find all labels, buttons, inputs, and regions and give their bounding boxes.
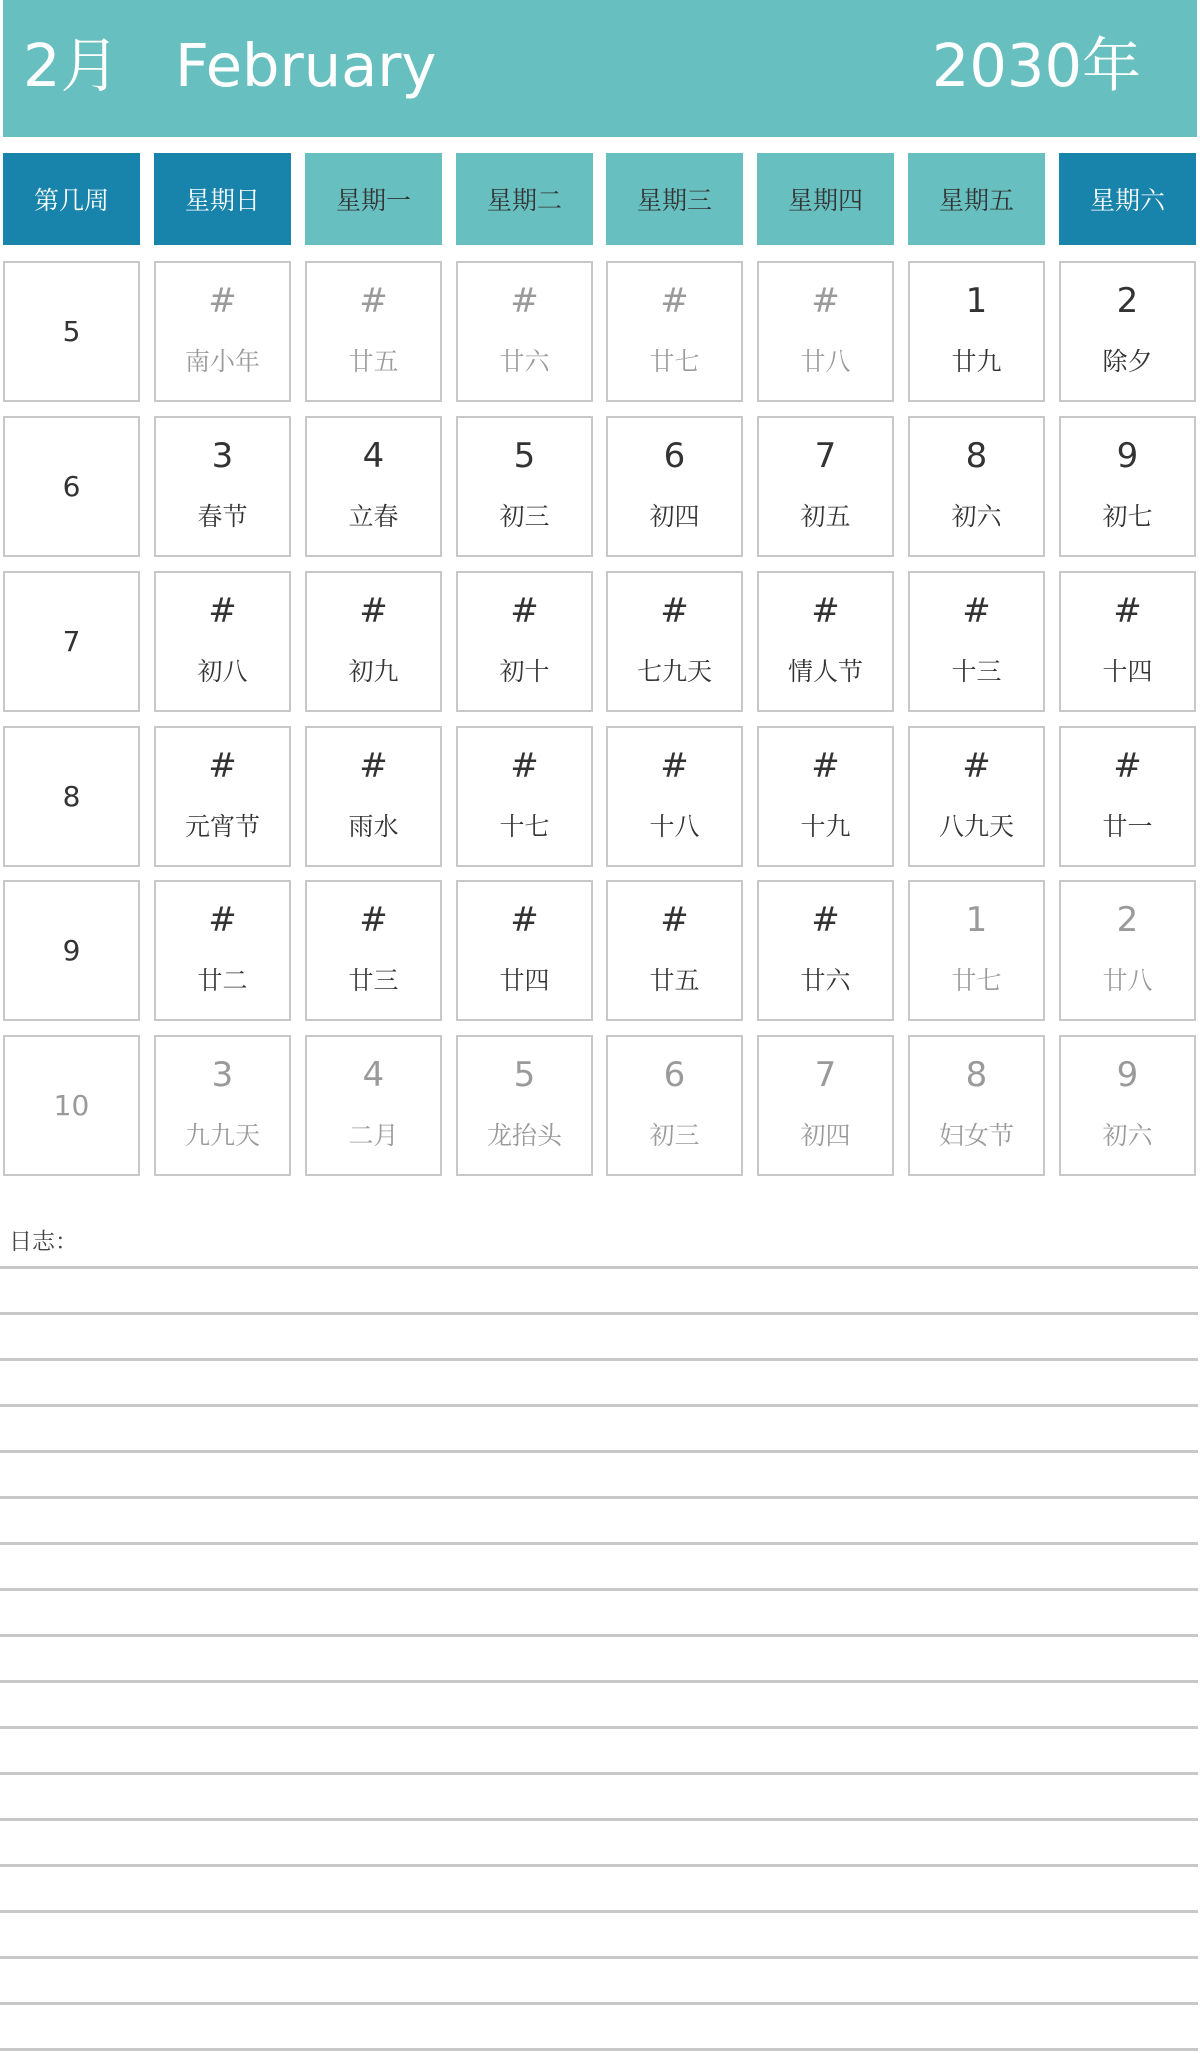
lunar-date: 十四 [1102, 657, 1153, 686]
day-number: # [962, 591, 991, 631]
week-number-header: 第几周 [3, 153, 140, 245]
day-cell[interactable] [757, 571, 894, 712]
lunar-date: 廿五 [649, 966, 700, 995]
calendar-header [3, 0, 1197, 137]
note-line [0, 1588, 1198, 1591]
day-cell[interactable] [1059, 261, 1196, 402]
lunar-date: 初九 [348, 657, 399, 686]
lunar-date: 初十 [499, 657, 550, 686]
note-line [0, 1956, 1198, 1959]
week-number-cell [3, 416, 140, 557]
day-number: 5 [513, 436, 536, 476]
day-number: 7 [814, 1055, 837, 1095]
day-number: 8 [965, 436, 988, 476]
day-number: # [208, 900, 237, 940]
day-cell[interactable] [456, 1035, 593, 1176]
lunar-date: 二月 [348, 1121, 399, 1150]
day-cell[interactable] [908, 261, 1045, 402]
week-number-cell [3, 261, 140, 402]
note-line [0, 1910, 1198, 1913]
day-number: # [208, 746, 237, 786]
lunar-date: 初五 [800, 502, 851, 531]
note-line [0, 1772, 1198, 1775]
note-line [0, 1818, 1198, 1821]
day-number: 7 [814, 436, 837, 476]
note-line [0, 1864, 1198, 1867]
lunar-date: 八九天 [938, 812, 1014, 841]
day-number: 1 [965, 900, 988, 940]
note-line [0, 2002, 1198, 2005]
day-cell[interactable] [154, 726, 291, 867]
weekday-header: 星期二 [456, 153, 593, 245]
day-number: 8 [965, 1055, 988, 1095]
day-cell[interactable] [305, 880, 442, 1021]
day-cell[interactable] [757, 1035, 894, 1176]
day-cell[interactable] [456, 416, 593, 557]
week-number: 10 [53, 1089, 90, 1122]
lunar-date: 十七 [499, 812, 550, 841]
day-cell[interactable] [908, 571, 1045, 712]
month-name: February [175, 31, 437, 100]
day-cell[interactable] [757, 261, 894, 402]
lunar-date: 廿二 [197, 966, 248, 995]
day-cell[interactable] [606, 571, 743, 712]
note-line [0, 1358, 1198, 1361]
day-number: # [510, 746, 539, 786]
day-number: # [510, 900, 539, 940]
day-number: # [811, 900, 840, 940]
lunar-date: 廿四 [499, 966, 550, 995]
day-number: 9 [1116, 436, 1139, 476]
weekday-header: 星期日 [154, 153, 291, 245]
day-number: # [359, 281, 388, 321]
lunar-date: 龙抬头 [486, 1121, 562, 1150]
lunar-date: 廿七 [649, 347, 700, 376]
day-number: 9 [1116, 1055, 1139, 1095]
day-number: # [208, 281, 237, 321]
day-number: # [962, 746, 991, 786]
week-number: 8 [62, 780, 81, 813]
day-number: 1 [965, 281, 988, 321]
note-line [0, 1496, 1198, 1499]
lunar-date: 元宵节 [184, 812, 260, 841]
day-cell[interactable] [154, 1035, 291, 1176]
day-number: 3 [211, 436, 234, 476]
weekday-header: 星期一 [305, 153, 442, 245]
day-number: # [660, 281, 689, 321]
day-cell[interactable] [305, 571, 442, 712]
lunar-date: 廿九 [951, 347, 1002, 376]
lunar-date: 七九天 [636, 657, 712, 686]
day-number: # [1113, 591, 1142, 631]
day-number: 2 [1116, 900, 1139, 940]
day-cell[interactable] [1059, 416, 1196, 557]
weekday-header: 星期三 [606, 153, 743, 245]
note-line [0, 1726, 1198, 1729]
day-cell[interactable] [1059, 880, 1196, 1021]
day-cell[interactable] [456, 726, 593, 867]
day-cell[interactable] [305, 261, 442, 402]
note-line [0, 1542, 1198, 1545]
year-label: 2030年 [931, 31, 1141, 100]
lunar-date: 廿三 [348, 966, 399, 995]
lunar-date: 十八 [649, 812, 700, 841]
note-line [0, 1312, 1198, 1315]
day-number: 2 [1116, 281, 1139, 321]
weekday-header: 星期六 [1059, 153, 1196, 245]
note-line [0, 1680, 1198, 1683]
day-number: 4 [362, 1055, 385, 1095]
lunar-date: 十三 [951, 657, 1002, 686]
day-cell[interactable] [757, 726, 894, 867]
lunar-date: 初三 [499, 502, 550, 531]
lunar-date: 十九 [800, 812, 851, 841]
day-cell[interactable] [305, 726, 442, 867]
day-cell[interactable] [154, 261, 291, 402]
week-number: 6 [62, 470, 81, 503]
lunar-date: 廿七 [951, 966, 1002, 995]
day-cell[interactable] [305, 416, 442, 557]
week-number: 5 [62, 315, 81, 348]
day-cell[interactable] [1059, 726, 1196, 867]
day-cell[interactable] [154, 571, 291, 712]
day-cell[interactable] [606, 261, 743, 402]
day-cell[interactable] [154, 880, 291, 1021]
weekday-header: 星期五 [908, 153, 1045, 245]
note-line [0, 1266, 1198, 1269]
day-number: # [359, 900, 388, 940]
lunar-date: 廿八 [800, 347, 851, 376]
lunar-date: 廿六 [499, 347, 550, 376]
day-cell[interactable] [606, 1035, 743, 1176]
day-cell[interactable] [757, 416, 894, 557]
day-cell[interactable] [305, 1035, 442, 1176]
day-cell[interactable] [606, 880, 743, 1021]
lunar-date: 春节 [197, 502, 248, 531]
day-number: # [359, 591, 388, 631]
day-number: # [660, 900, 689, 940]
lunar-date: 初六 [951, 502, 1002, 531]
week-number-cell [3, 726, 140, 867]
note-line [0, 2048, 1198, 2051]
week-number-cell [3, 880, 140, 1021]
day-number: 5 [513, 1055, 536, 1095]
week-number: 7 [62, 625, 81, 658]
day-cell[interactable] [154, 416, 291, 557]
day-cell[interactable] [456, 261, 593, 402]
lunar-date: 初六 [1102, 1121, 1153, 1150]
lunar-date: 初四 [800, 1121, 851, 1150]
day-cell[interactable] [908, 1035, 1045, 1176]
day-number: # [359, 746, 388, 786]
day-cell[interactable] [908, 880, 1045, 1021]
day-cell[interactable] [606, 416, 743, 557]
day-number: # [811, 591, 840, 631]
notes-label: 日志： [9, 1229, 78, 1255]
lunar-date: 九九天 [184, 1121, 260, 1150]
lunar-date: 初三 [649, 1121, 700, 1150]
week-number-cell [3, 1035, 140, 1176]
week-number: 9 [62, 934, 81, 967]
note-line [0, 1404, 1198, 1407]
day-cell[interactable] [757, 880, 894, 1021]
lunar-date: 除夕 [1102, 347, 1153, 376]
lunar-date: 廿六 [800, 966, 851, 995]
day-number: # [510, 281, 539, 321]
day-number: 4 [362, 436, 385, 476]
day-number: # [660, 746, 689, 786]
lunar-date: 雨水 [348, 812, 399, 841]
lunar-date: 廿一 [1102, 812, 1153, 841]
day-number: # [811, 281, 840, 321]
weekday-header: 星期四 [757, 153, 894, 245]
day-number: # [660, 591, 689, 631]
day-number: # [811, 746, 840, 786]
lunar-date: 妇女节 [938, 1121, 1014, 1150]
day-cell[interactable] [456, 571, 593, 712]
day-number: 3 [211, 1055, 234, 1095]
month-number: 2月 [23, 31, 120, 100]
week-number-cell [3, 571, 140, 712]
day-cell[interactable] [456, 880, 593, 1021]
day-cell[interactable] [606, 726, 743, 867]
lunar-date: 廿五 [348, 347, 399, 376]
lunar-date: 情人节 [787, 657, 863, 686]
day-number: 6 [663, 436, 686, 476]
day-cell[interactable] [1059, 571, 1196, 712]
note-line [0, 1634, 1198, 1637]
note-line [0, 1450, 1198, 1453]
day-cell[interactable] [908, 416, 1045, 557]
day-number: # [208, 591, 237, 631]
day-cell[interactable] [908, 726, 1045, 867]
lunar-date: 初七 [1102, 502, 1153, 531]
lunar-date: 初八 [197, 657, 248, 686]
day-number: 6 [663, 1055, 686, 1095]
lunar-date: 立春 [348, 502, 399, 531]
day-number: # [1113, 746, 1142, 786]
day-number: # [510, 591, 539, 631]
lunar-date: 初四 [649, 502, 700, 531]
day-cell[interactable] [1059, 1035, 1196, 1176]
lunar-date: 南小年 [184, 347, 260, 376]
lunar-date: 廿八 [1102, 966, 1153, 995]
